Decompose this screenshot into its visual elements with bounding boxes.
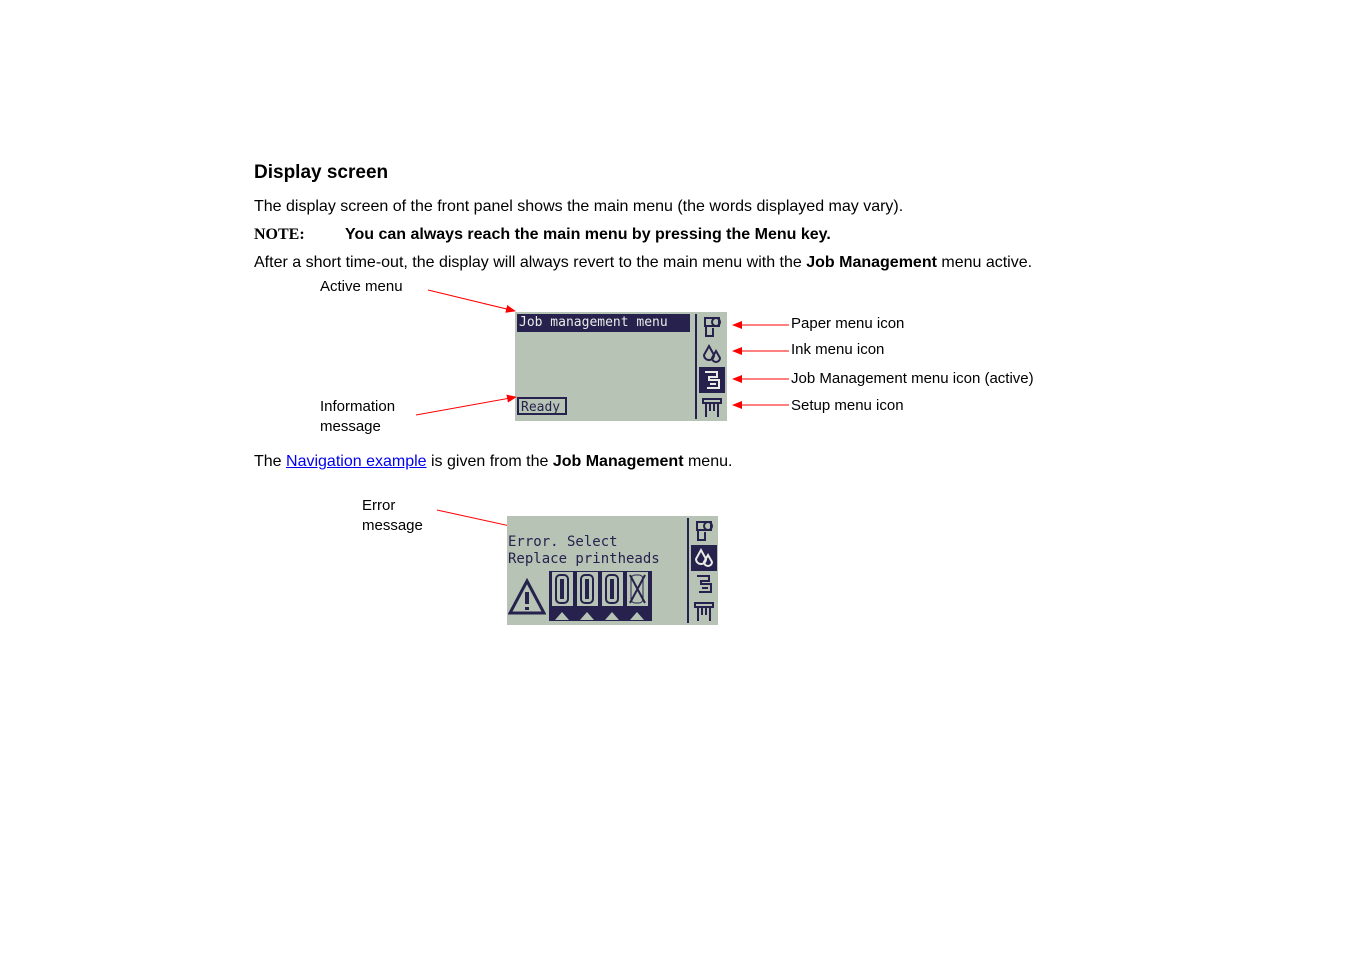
printhead-icon	[601, 571, 624, 607]
note-text: You can always reach the main menu by pressing the Menu key.	[345, 226, 831, 243]
arrow-information-message	[416, 397, 516, 415]
callout-error-line1: Error	[362, 497, 396, 514]
error-line-1: Error. Select	[508, 534, 618, 550]
nav-prefix: The	[254, 453, 287, 470]
note-label: NOTE:	[254, 226, 305, 243]
ink-icon	[691, 545, 717, 571]
nav-bold: Job Management	[552, 453, 684, 470]
arrow-active-menu	[428, 290, 515, 311]
front-panel-display-error	[507, 516, 718, 625]
callout-info-line2: message	[320, 418, 381, 435]
callout-error-message	[362, 496, 423, 536]
callout-setup-menu-icon: Setup menu icon	[791, 397, 904, 414]
callout-job-management-icon: Job Management menu icon (active)	[791, 370, 1034, 387]
revert-bold: Job Management	[806, 254, 937, 271]
navigation-example-link[interactable]: Navigation example	[286, 453, 427, 470]
navigation-text	[254, 453, 732, 471]
printhead-icon	[576, 571, 599, 607]
printheads-group	[549, 571, 652, 621]
error-line-2: Replace printheads	[508, 551, 660, 567]
revert-after: menu active.	[936, 254, 1033, 271]
icon-column-divider	[687, 518, 689, 623]
paper-icon	[691, 518, 717, 544]
information-message: Ready	[517, 397, 567, 415]
revert-before: After a short time-out, the display will always revert to the main menu with the	[254, 254, 807, 271]
printhead-arrows	[549, 607, 652, 621]
nav-suffix: menu.	[683, 453, 733, 470]
callout-info-line1: Information	[320, 398, 396, 415]
callout-paper-menu-icon: Paper menu icon	[791, 315, 905, 332]
callout-error-line2: message	[362, 517, 423, 534]
callout-active-menu: Active menu	[320, 278, 403, 295]
nav-middle: is given from the	[426, 453, 553, 470]
intro-text: The display screen of the front panel shows the main menu (the words displayed may vary).	[254, 198, 904, 215]
printhead-icon	[551, 571, 574, 607]
section-heading: Display screen	[254, 162, 389, 183]
job-management-icon	[691, 571, 717, 597]
warning-icon	[508, 578, 546, 616]
callout-ink-menu-icon: Ink menu icon	[791, 341, 885, 358]
printhead-replace-icon	[626, 571, 649, 607]
active-menu-title: Job management menu	[517, 314, 690, 332]
setup-icon	[691, 598, 717, 624]
